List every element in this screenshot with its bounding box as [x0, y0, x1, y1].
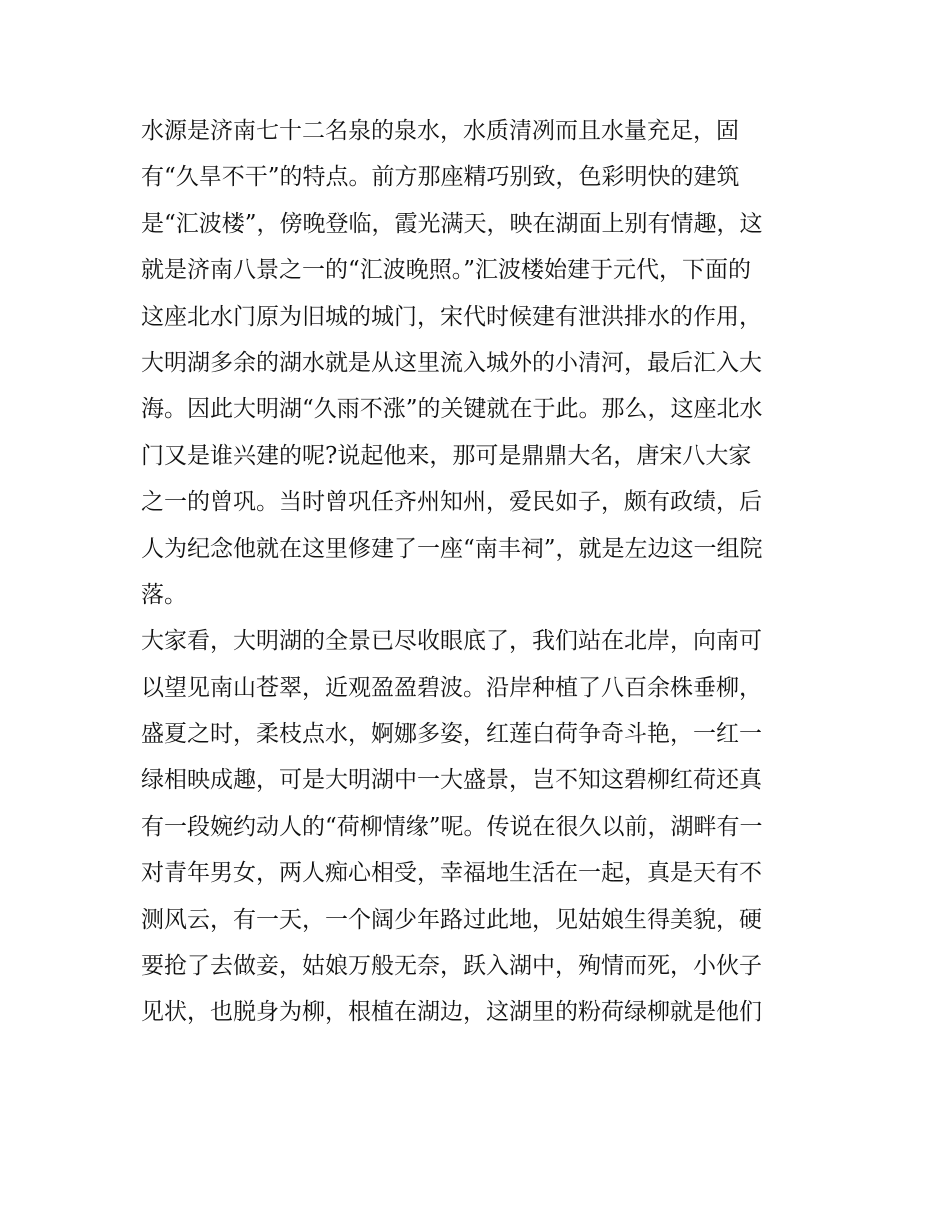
text-line: 大明湖多余的湖水就是从这里流入城外的小清河，最后汇入大: [141, 349, 762, 376]
text-line: 测风云，有一天，一个阔少年路过此地，见姑娘生得美貌，硬: [141, 906, 762, 933]
text-line: 这座北水门原为旧城的城门，宋代时候建有泄洪排水的作用，: [141, 303, 762, 330]
text-line: 人为纪念他就在这里修建了一座“南丰祠”，就是左边这一组院: [141, 535, 763, 562]
text-line: 落。: [141, 581, 187, 608]
text-line: 以望见南山苍翠，近观盈盈碧波。沿岸种植了八百余株垂柳，: [141, 674, 762, 701]
text-line: 有“久旱不干”的特点。前方那座精巧别致，色彩明快的建筑: [141, 164, 740, 191]
text-line: 见状，也脱身为柳，根植在湖边，这湖里的粉荷绿柳就是他们: [141, 999, 762, 1026]
text-line: 要抢了去做妾，姑娘万般无奈，跃入湖中，殉情而死，小伙子: [141, 953, 762, 980]
text-line: 绿相映成趣，可是大明湖中一大盛景，岂不知这碧柳红荷还真: [141, 767, 762, 794]
text-line: 有一段婉约动人的“荷柳情缘”呢。传说在很久以前，湖畔有一: [141, 813, 763, 840]
text-line: 门又是谁兴建的呢?说起他来，那可是鼎鼎大名，唐宋八大家: [141, 442, 752, 469]
text-line: 是“汇波楼”，傍晚登临，霞光满天，映在湖面上别有情趣，这: [141, 210, 763, 237]
text-line: 就是济南八景之一的“汇波晚照。”汇波楼始建于元代，下面的: [141, 257, 752, 284]
text-line: 水源是济南七十二名泉的泉水，水质清冽而且水量充足，固: [141, 118, 739, 144]
text-line: 海。因此大明湖“久雨不涨”的关键就在于此。那么，这座北水: [141, 396, 763, 423]
text-line: 盛夏之时，柔枝点水，婀娜多姿，红莲白荷争奇斗艳，一红一: [141, 721, 762, 748]
text-line: 大家看，大明湖的全景已尽收眼底了，我们站在北岸，向南可: [141, 628, 762, 655]
text-line: 对青年男女，两人痴心相受，幸福地生活在一起，真是天有不: [141, 860, 762, 887]
body-text: [141, 108, 821, 1036]
text-line: 之一的曾巩。当时曾巩任齐州知州，爱民如子，颇有政绩，后: [141, 489, 762, 516]
